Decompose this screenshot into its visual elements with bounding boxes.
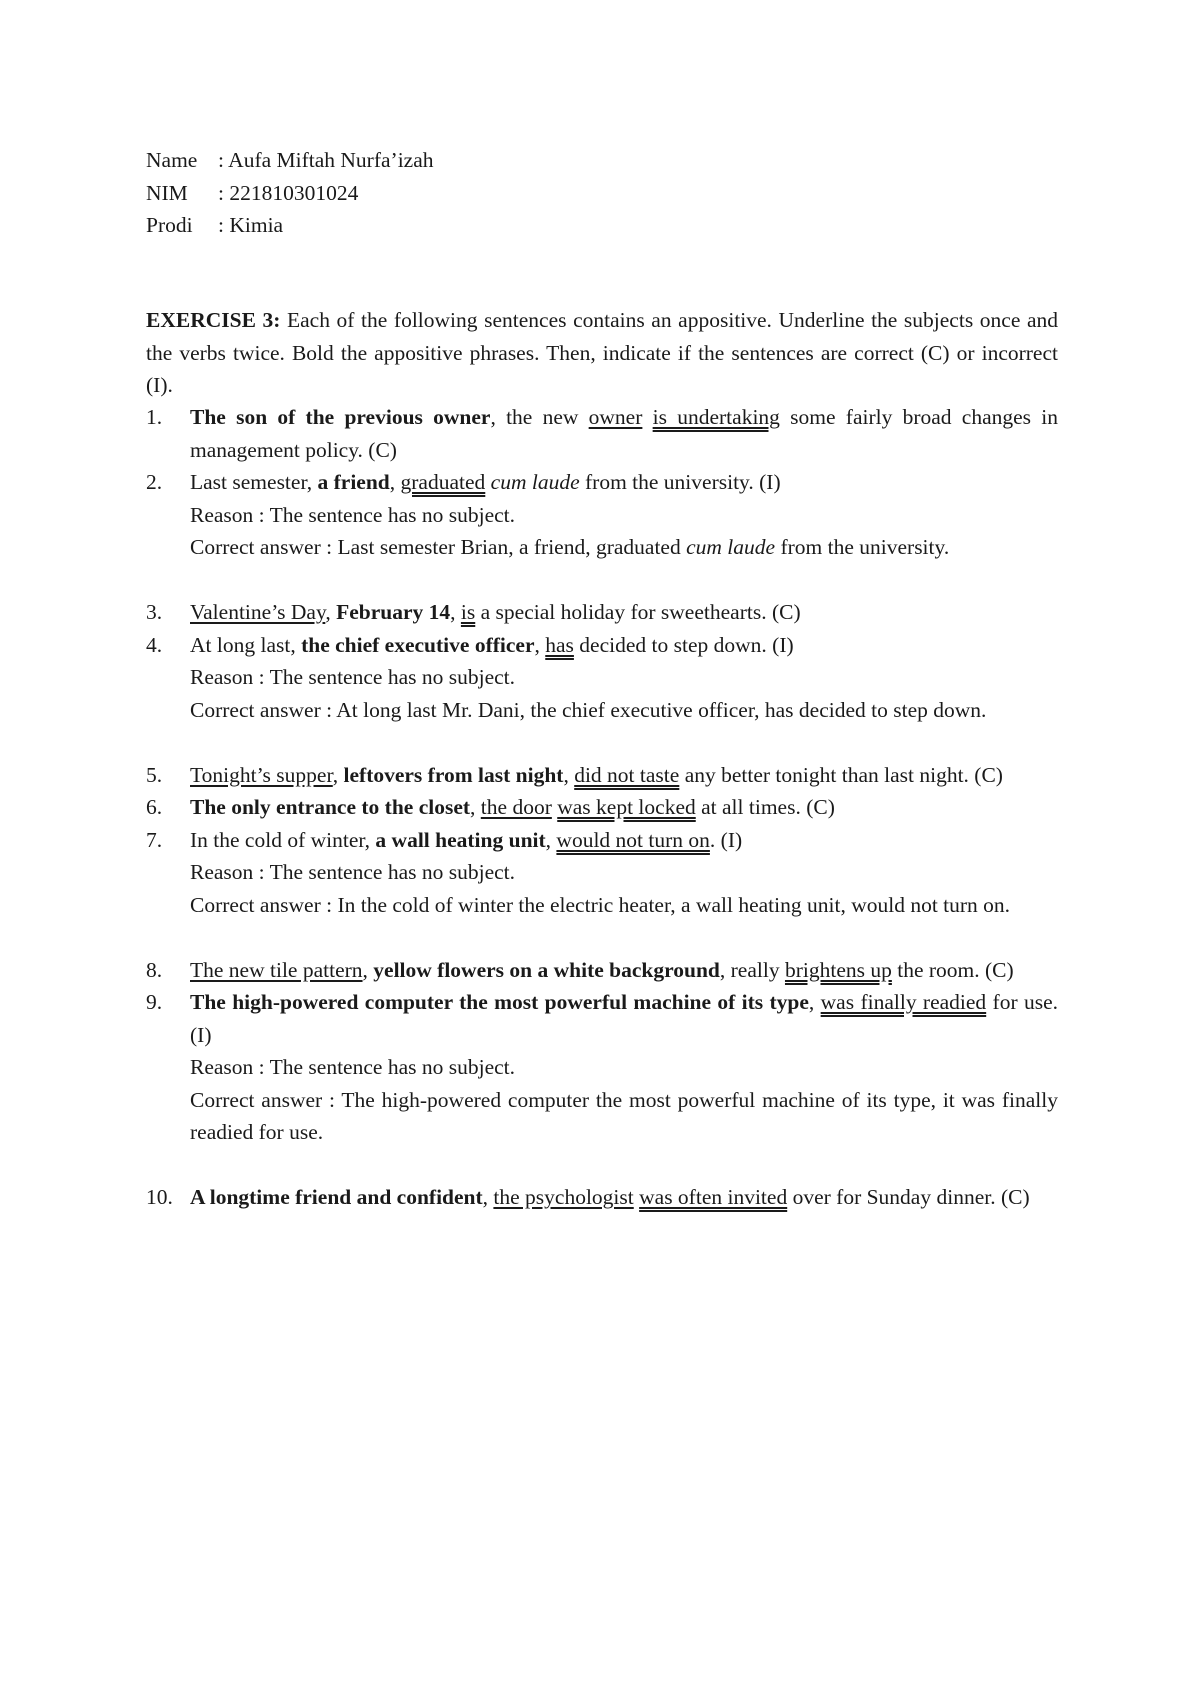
sentence-text: , the new [490,405,589,429]
italic-phrase: cum laude [686,535,776,559]
appositive-phrase: yellow flowers on a white background [373,957,720,982]
item-number: 9. [146,990,163,1014]
item-correct-answer [190,694,1058,727]
sentence-text: , [362,957,374,982]
sentence-text: , [545,827,557,852]
verb: is undertaking [652,405,780,429]
exercise-item [146,954,1058,987]
sentence-text: , [470,795,481,819]
verb: was kept locked [557,795,696,819]
name-label: Name [146,148,198,172]
answer-text: Correct answer : The high-powered computer the most powerful machine of its type, it was finally readied for use. [190,1087,1058,1144]
item-sentence [190,629,1058,662]
verb: did not taste [574,762,680,787]
item-sentence [190,596,1058,629]
sentence-text: from the university. (I) [579,470,781,494]
sentence-text: , [325,600,337,624]
verb: graduated [400,470,486,494]
appositive-phrase: a wall heating unit [375,827,546,852]
sentence-text: , [482,1185,494,1209]
exercise-list [146,401,1058,1214]
nim-label: NIM [146,180,188,205]
item-number: 2. [146,470,163,494]
subject: the psychologist [493,1185,634,1209]
sentence-text: , [332,762,344,787]
item-sentence [190,401,1058,466]
item-reason: Reason : The sentence has no subject. [190,502,515,527]
verb: would not turn on [556,827,710,852]
exercise-text: Each of the following sentences contains an appositive. Underline the subjects once and the verbs twice. Bold the appositive phrases. Then, indicate if the sentences are correct (C) or incorrect (I). [146,308,1058,397]
exercise-item [146,759,1058,792]
exercise-item [146,401,1058,466]
item-sentence [190,759,1058,792]
italic-phrase: cum laude [490,470,580,494]
item-number: 8. [146,957,163,982]
item-sentence [190,986,1058,1051]
exercise-item [146,986,1058,1149]
item-sentence [190,1181,1058,1214]
item-sentence [190,466,1058,499]
answer-text: Correct answer : At long last Mr. Dani, the chief executive officer, has decided to step down. [190,697,987,722]
sentence-text [642,405,652,429]
prodi-value: : Kimia [218,213,284,237]
sentence-text: , [450,600,461,624]
item-correct-answer [190,1084,1058,1149]
sentence-text: In the cold of winter, [190,827,376,852]
sentence-text: for use. (I) [190,990,1058,1047]
verb: was often invited [639,1185,788,1209]
exercise-item [146,466,1058,564]
item-sentence [190,791,1058,824]
exercise-item [146,1181,1058,1214]
name-value: : Aufa Miftah Nurfa’izah [218,148,434,172]
sentence-text: , really [719,957,785,982]
exercise-instructions [146,304,1058,402]
subject: the door [480,795,552,819]
student-info [146,144,434,242]
appositive-phrase: The only entrance to the closet [190,795,471,819]
verb: has [545,632,574,657]
item-reason: Reason : The sentence has no subject. [190,665,515,689]
sentence-text: over for Sunday dinner. (C) [787,1185,1030,1209]
verb: was finally readied [820,990,987,1014]
answer-text: from the university. [775,535,950,559]
item-number: 6. [146,795,163,819]
appositive-phrase: the chief executive officer [301,632,535,657]
item-number: 4. [146,632,163,657]
subject: The new tile pattern [190,957,363,982]
sentence-text: , [389,470,401,494]
sentence-text: the room. (C) [891,957,1014,982]
prodi-label: Prodi [146,213,193,237]
sentence-text: Last semester, [190,470,318,494]
item-number: 10. [146,1185,173,1209]
sentence-text: . (I) [709,827,743,852]
sentence-text: some fairly broad changes in management policy. (C) [190,405,1058,462]
sentence-text: at all times. (C) [695,795,835,819]
exercise-item [146,629,1058,727]
appositive-phrase: The son of the previous owner [190,405,491,429]
prodi-row [146,209,434,242]
item-number: 1. [146,405,163,429]
answer-text: Correct answer : In the cold of winter the electric heater, a wall heating unit, would not turn on. [190,892,1011,917]
subject: Tonight’s supper [190,762,333,787]
verb: is [460,600,476,624]
subject: Valentine’s Day [190,600,326,624]
item-number: 3. [146,600,163,624]
appositive-phrase: The high-powered computer the most powerful machine of its type [190,990,809,1014]
exercise-item [146,791,1058,824]
item-sentence [190,824,1058,857]
sentence-text: , [563,762,575,787]
item-number: 7. [146,827,163,852]
sentence-text: decided to step down. (I) [573,632,794,657]
item-reason: Reason : The sentence has no subject. [190,860,515,884]
item-sentence [190,954,1058,987]
item-number: 5. [146,762,163,787]
verb: brightens up [784,957,892,982]
nim-row [146,177,434,210]
sentence-text: At long last, [190,632,302,657]
answer-text: Correct answer : Last semester Brian, a friend, graduated [190,535,687,559]
sentence-text: any better tonight than last night. (C) [679,762,1003,787]
sentence-text: , [534,632,546,657]
exercise-title: EXERCISE 3: [146,308,281,332]
appositive-phrase: A longtime friend and confident [190,1185,483,1209]
item-correct-answer [190,889,1058,922]
appositive-phrase: a friend [317,470,390,494]
item-correct-answer [190,531,1058,564]
exercise-item [146,824,1058,922]
item-reason: Reason : The sentence has no subject. [190,1055,515,1079]
subject: owner [588,405,643,429]
appositive-phrase: leftovers from last night [343,762,564,787]
appositive-phrase: February 14 [336,600,451,624]
exercise-item [146,596,1058,629]
nim-value: : 221810301024 [218,180,359,205]
sentence-text: a special holiday for sweethearts. (C) [475,600,801,624]
sentence-text: , [808,990,821,1014]
name-row [146,144,434,177]
